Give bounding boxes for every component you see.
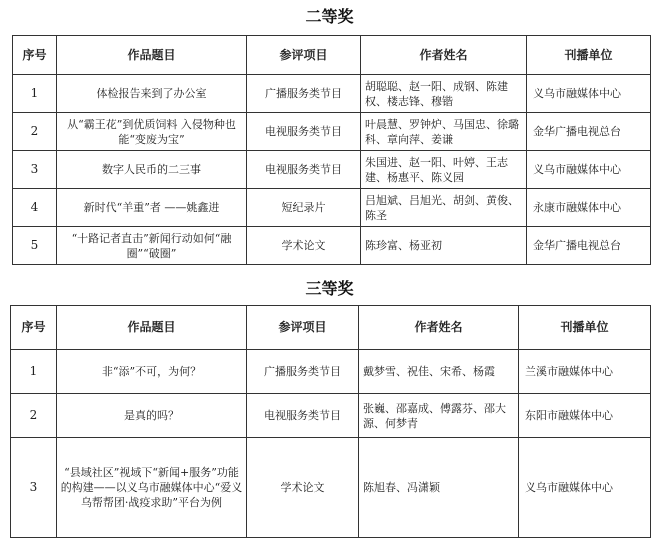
row-unit: 永康市融媒体中心 xyxy=(527,189,651,227)
table-row xyxy=(13,227,651,265)
row-authors: 陈珍富、杨亚初 xyxy=(361,227,527,265)
header-authors: 作者姓名 xyxy=(359,306,519,350)
row-category: 电视服务类节目 xyxy=(247,394,359,438)
header-title: 作品题目 xyxy=(57,306,247,350)
row-title: “十路记者直击”新闻行动如何“融圈”“破圈” xyxy=(57,227,247,265)
row-title: 从“霸王花”到优质饲料 入侵物种也能“变废为宝” xyxy=(57,113,247,151)
table-row xyxy=(13,151,651,189)
row-no: 1 xyxy=(11,350,57,394)
table-header-row xyxy=(13,36,651,75)
second-prize-title: 二等奖 xyxy=(305,7,354,26)
row-no: 1 xyxy=(13,75,57,113)
row-category: 学术论文 xyxy=(247,438,359,538)
row-no: 3 xyxy=(11,438,57,538)
row-authors: 吕旭斌、吕旭光、胡剑、黄俊、陈圣 xyxy=(361,189,527,227)
header-category: 参评项目 xyxy=(247,36,361,75)
row-category: 广播服务类节目 xyxy=(247,75,361,113)
row-title: 数字人民币的二三事 xyxy=(57,151,247,189)
table-header-row xyxy=(11,306,651,350)
table-row xyxy=(11,350,651,394)
row-no: 2 xyxy=(11,394,57,438)
row-title: 新时代“羊重”者 ——姚鑫进 xyxy=(57,189,247,227)
header-category: 参评项目 xyxy=(247,306,359,350)
header-title: 作品题目 xyxy=(57,36,247,75)
row-authors: 张巍、邵嘉成、傅露芬、邵大源、何梦青 xyxy=(359,394,519,438)
header-unit: 刊播单位 xyxy=(527,36,651,75)
row-unit: 东阳市融媒体中心 xyxy=(519,394,651,438)
table-row xyxy=(11,438,651,538)
row-no: 2 xyxy=(13,113,57,151)
row-unit: 金华广播电视总台 xyxy=(527,113,651,151)
table-row xyxy=(11,394,651,438)
header-authors: 作者姓名 xyxy=(361,36,527,75)
row-authors: 胡聪聪、赵一阳、成钢、陈建权、楼志锋、穆锴 xyxy=(361,75,527,113)
row-no: 5 xyxy=(13,227,57,265)
row-unit: 义乌市融媒体中心 xyxy=(527,75,651,113)
row-category: 电视服务类节目 xyxy=(247,151,361,189)
row-no: 3 xyxy=(13,151,57,189)
header-no: 序号 xyxy=(13,36,57,75)
row-category: 广播服务类节目 xyxy=(247,350,359,394)
table-row xyxy=(13,113,651,151)
table-row xyxy=(13,75,651,113)
row-title: 非“添”不可，为何？ xyxy=(57,350,247,394)
third-prize-table xyxy=(10,305,651,538)
row-authors: 陈旭春、冯潇颖 xyxy=(359,438,519,538)
table-row xyxy=(13,189,651,227)
second-prize-table xyxy=(12,35,651,265)
row-authors: 朱国进、赵一阳、叶婷、王志建、杨惠平、陈义园 xyxy=(361,151,527,189)
row-unit: 义乌市融媒体中心 xyxy=(527,151,651,189)
row-unit: 义乌市融媒体中心 xyxy=(519,438,651,538)
row-authors: 戴梦雪、祝佳、宋希、杨霞 xyxy=(359,350,519,394)
header-unit: 刊播单位 xyxy=(519,306,651,350)
row-category: 学术论文 xyxy=(247,227,361,265)
row-title: 是真的吗？ xyxy=(57,394,247,438)
row-category: 电视服务类节目 xyxy=(247,113,361,151)
row-unit: 金华广播电视总台 xyxy=(527,227,651,265)
row-title: “县域社区”视域下“新闻+服务”功能的构建——以义乌市融媒体中心“爱义乌帮帮团·战疫求助”平台为例 xyxy=(57,438,247,538)
row-authors: 叶晨慧、罗钟炉、马国忠、徐璐科、章向萍、姜谦 xyxy=(361,113,527,151)
row-category: 短纪录片 xyxy=(247,189,361,227)
header-no: 序号 xyxy=(11,306,57,350)
row-unit: 兰溪市融媒体中心 xyxy=(519,350,651,394)
row-no: 4 xyxy=(13,189,57,227)
third-prize-title: 三等奖 xyxy=(305,279,354,298)
row-title: 体检报告来到了办公室 xyxy=(57,75,247,113)
